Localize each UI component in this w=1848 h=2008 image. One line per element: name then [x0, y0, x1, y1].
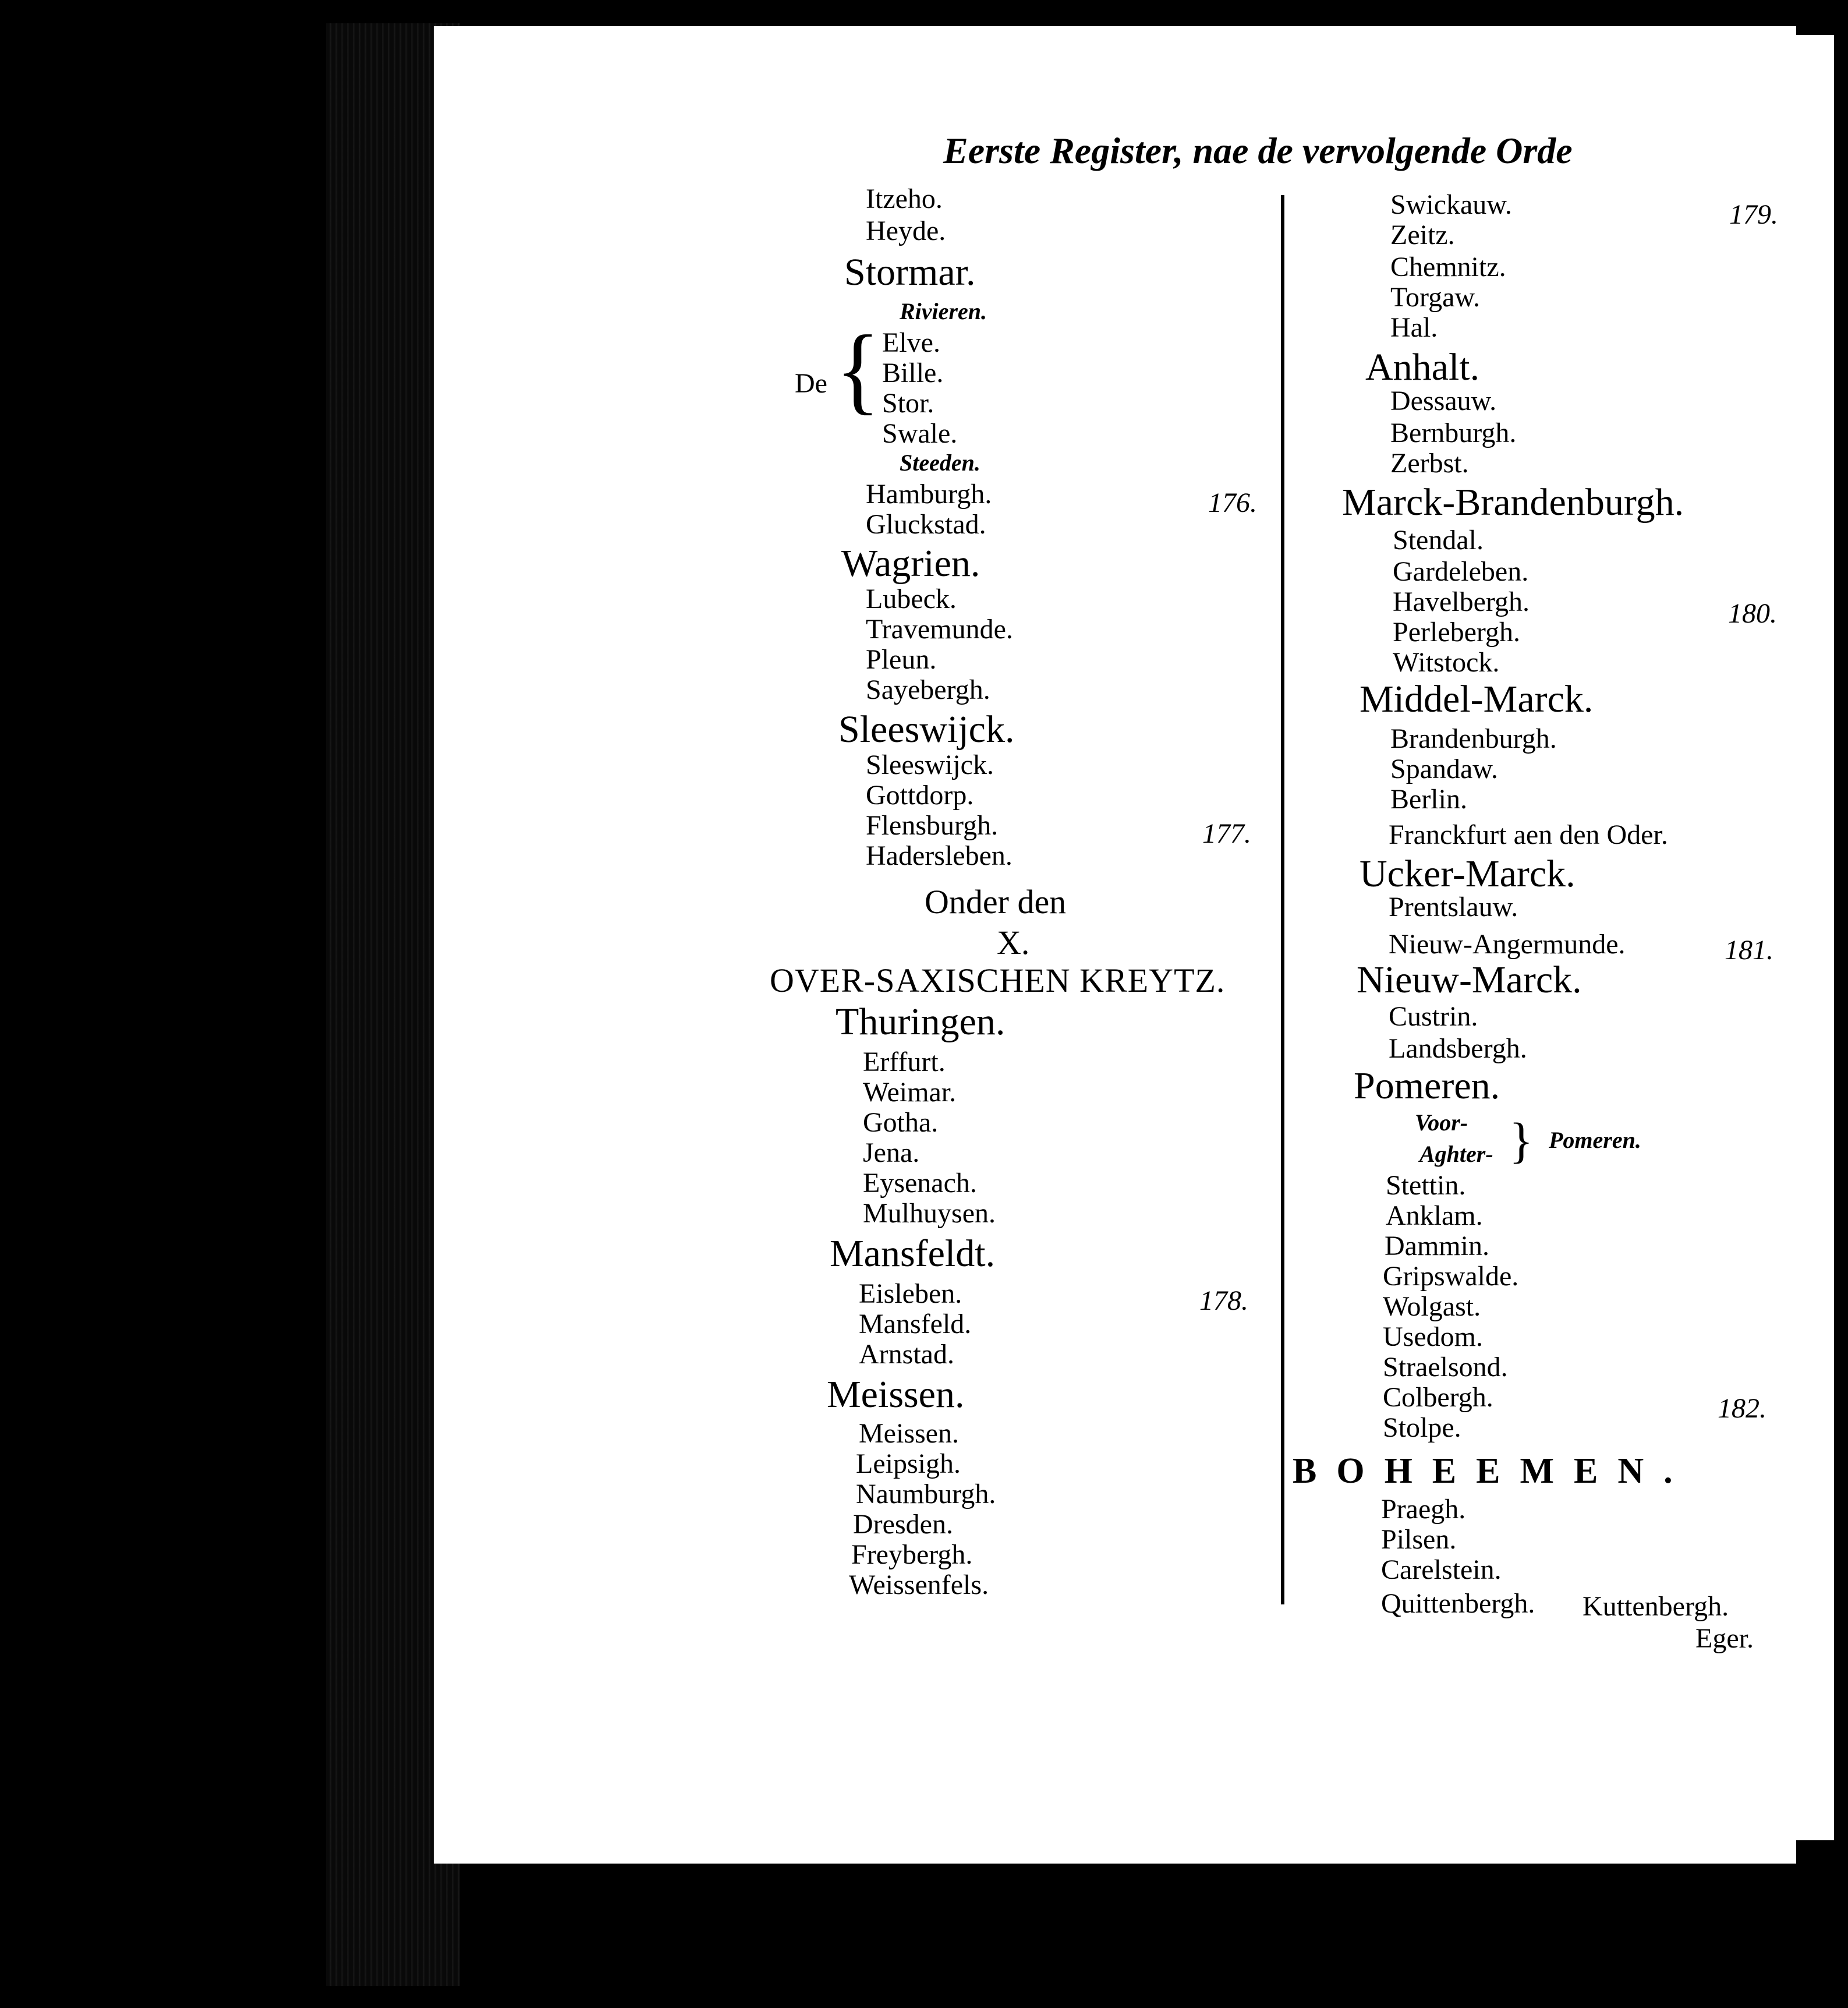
- entry-city: Leipsigh.: [856, 1448, 961, 1479]
- section-label: Voor-: [1415, 1109, 1468, 1136]
- entry-city: Pleun.: [866, 644, 937, 675]
- entry-city: Zerbst.: [1390, 448, 1469, 479]
- entry-city: Perlebergh.: [1393, 617, 1521, 648]
- entry-region: Stormar.: [844, 251, 976, 294]
- entry-river: Elve.: [882, 327, 940, 358]
- entry-city: Jena.: [863, 1137, 920, 1168]
- entry-city: Arnstad.: [859, 1339, 954, 1370]
- entry-river: Swale.: [882, 418, 958, 449]
- entry-city: Eysenach.: [863, 1168, 977, 1199]
- entry-city: Chemnitz.: [1390, 252, 1506, 282]
- entry-city: Weimar.: [863, 1077, 957, 1108]
- entry-city: Torgaw.: [1390, 282, 1480, 313]
- entry-city: Itzeho.: [866, 183, 943, 214]
- entry-region: Wagrien.: [841, 542, 980, 585]
- page-header: Eerste Register, nae de vervolgende Orde: [943, 130, 1573, 171]
- circle-number: X.: [997, 924, 1030, 961]
- entry-city: Dessauw.: [1390, 386, 1497, 416]
- entry-city: Gotha.: [863, 1107, 939, 1138]
- entry-city: Erffurt.: [863, 1047, 946, 1077]
- page-number: 180.: [1728, 598, 1777, 629]
- entry-region: Meissen.: [827, 1373, 965, 1416]
- entry-city: Anklam.: [1386, 1200, 1483, 1231]
- section-label: Pomeren.: [1549, 1127, 1641, 1153]
- kingdom-title: BOHEEMEN.: [1293, 1451, 1693, 1491]
- scan-frame: [1834, 0, 1848, 2008]
- brace-prefix: De: [795, 368, 827, 399]
- section-label: Steeden.: [900, 450, 980, 476]
- entry-city: Straelsond.: [1383, 1352, 1508, 1383]
- entry-city: Stettin.: [1386, 1170, 1466, 1201]
- entry-river: Bille.: [882, 358, 944, 388]
- entry-city: Sayebergh.: [866, 674, 990, 705]
- entry-city: Lubeck.: [866, 584, 957, 614]
- entry-city: Nieuw-Angermunde.: [1389, 929, 1626, 960]
- page-number: 181.: [1725, 935, 1773, 966]
- entry-city: Berlin.: [1390, 784, 1467, 815]
- entry-city: Prentslauw.: [1389, 892, 1518, 922]
- circle-heading: Onder den: [925, 883, 1067, 921]
- entry-city: Meissen.: [859, 1418, 959, 1449]
- entry-city: Swickauw.: [1390, 189, 1512, 220]
- entry-city: Colbergh.: [1383, 1382, 1493, 1413]
- brace-icon: {: [836, 314, 880, 424]
- entry-city: Hamburgh.: [866, 479, 992, 510]
- entry-city: Custrin.: [1389, 1001, 1478, 1032]
- entry-region: Nieuw-Marck.: [1357, 959, 1582, 1001]
- brace-icon: }: [1509, 1112, 1534, 1168]
- page-number: 179.: [1729, 199, 1778, 230]
- entry-city: Freybergh.: [851, 1539, 973, 1570]
- entry-city: Usedom.: [1383, 1321, 1483, 1352]
- entry-city: Naumburgh.: [856, 1479, 996, 1509]
- entry-city: Gardeleben.: [1393, 556, 1529, 587]
- entry-city: Stendal.: [1393, 525, 1484, 556]
- entry-city: Eger.: [1695, 1623, 1754, 1654]
- entry-river: Stor.: [882, 388, 934, 419]
- entry-region: Thuringen.: [836, 1001, 1006, 1043]
- entry-city: Stolpe.: [1383, 1412, 1461, 1443]
- entry-region: Ucker-Marck.: [1360, 853, 1576, 895]
- column-divider: [1281, 195, 1284, 1604]
- section-label: Rivieren.: [900, 298, 987, 324]
- entry-region: Marck-Brandenburgh.: [1342, 481, 1684, 524]
- entry-city: Brandenburgh.: [1390, 723, 1557, 754]
- entry-city: Heyde.: [866, 215, 946, 246]
- entry-region: Middel-Marck.: [1360, 678, 1594, 720]
- entry-city: Dammin.: [1385, 1231, 1489, 1261]
- page-number: 176.: [1208, 487, 1257, 518]
- entry-city: Franckfurt aen den Oder.: [1389, 819, 1668, 850]
- entry-region: Pomeren.: [1354, 1065, 1500, 1107]
- entry-city: Pilsen.: [1381, 1524, 1457, 1555]
- entry-city: Landsbergh.: [1389, 1033, 1527, 1064]
- entry-city: Quittenbergh.: [1381, 1588, 1535, 1619]
- entry-city: Carelstein.: [1381, 1554, 1502, 1585]
- entry-city: Witstock.: [1393, 647, 1500, 678]
- entry-city: Travemunde.: [866, 614, 1013, 645]
- entry-city: Flensburgh.: [866, 810, 999, 841]
- page-number: 178.: [1199, 1285, 1248, 1316]
- entry-city: Mulhuysen.: [863, 1198, 996, 1229]
- entry-city: Kuttenbergh.: [1583, 1591, 1729, 1622]
- entry-city: Gluckstad.: [866, 509, 986, 540]
- entry-city: Mansfeld.: [859, 1309, 972, 1339]
- page-number: 182.: [1718, 1393, 1766, 1424]
- circle-title: OVER-SAXISCHEN KREYTZ.: [770, 961, 1226, 999]
- entry-city: Eisleben.: [859, 1278, 962, 1309]
- entry-city: Weissenfels.: [849, 1569, 989, 1600]
- entry-city: Gottdorp.: [866, 780, 974, 811]
- entry-city: Praegh.: [1381, 1494, 1466, 1525]
- entry-city: Hadersleben.: [866, 840, 1012, 871]
- entry-city: Zeitz.: [1390, 220, 1455, 250]
- entry-city: Spandaw.: [1390, 754, 1498, 784]
- entry-city: Sleeswijck.: [866, 750, 994, 780]
- entry-city: Gripswalde.: [1383, 1261, 1519, 1292]
- entry-city: Bernburgh.: [1390, 418, 1517, 448]
- entry-city: Wolgast.: [1383, 1291, 1481, 1322]
- entry-region: Anhalt.: [1365, 346, 1480, 388]
- section-label: Aghter-: [1419, 1141, 1493, 1167]
- entry-city: Dresden.: [853, 1509, 953, 1540]
- entry-region: Mansfeldt.: [830, 1232, 996, 1275]
- entry-city: Hal.: [1390, 312, 1438, 343]
- page-margin: [1796, 35, 1837, 1840]
- page-number: 177.: [1202, 818, 1251, 849]
- entry-region: Sleeswijck.: [838, 708, 1015, 751]
- entry-city: Havelbergh.: [1393, 586, 1530, 617]
